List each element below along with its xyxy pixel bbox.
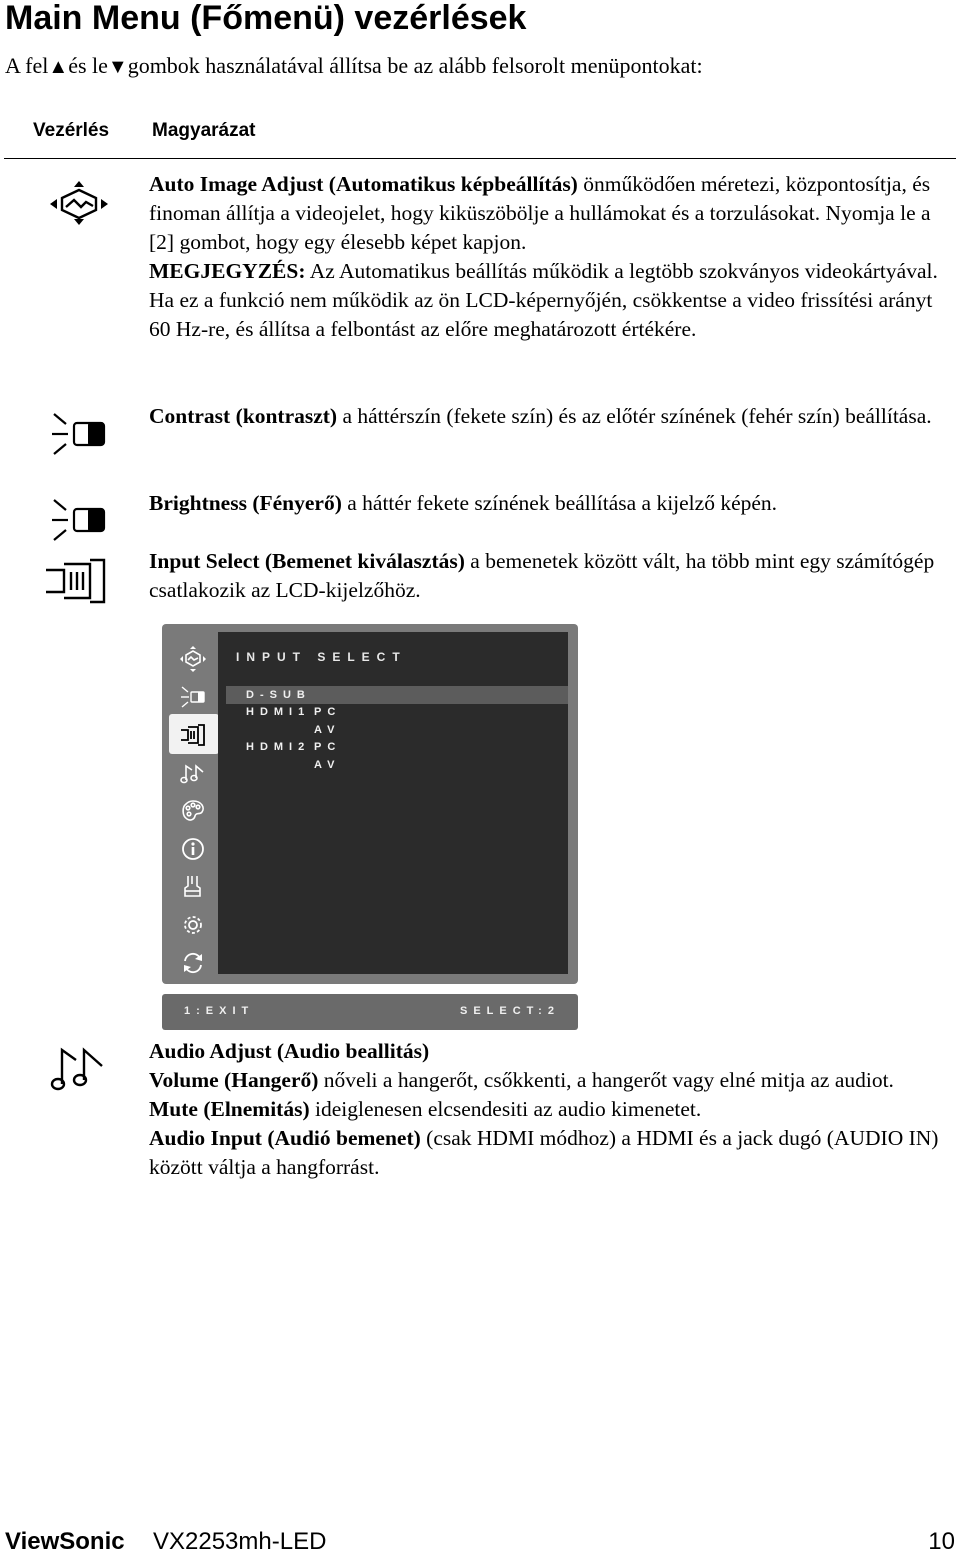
mute-term: Mute (Elnemitás) xyxy=(149,1097,310,1121)
input-select-icon xyxy=(180,722,206,748)
contrast-brightness-icon xyxy=(180,684,206,710)
osd-item-hdmi1-pc: PC xyxy=(314,706,342,718)
intro-text xyxy=(5,52,703,81)
osd-item-dsub: D-SUB xyxy=(246,689,311,701)
intro-part-2: és le xyxy=(68,53,108,78)
osd-heading: INPUT SELECT xyxy=(236,650,407,664)
audio-adjust-term: Audio Adjust (Audio beallitás) xyxy=(149,1039,430,1063)
volume-text: nőveli a hangerőt, csőkkenti, a hangerőt vagy elné mitja az audiot. xyxy=(318,1068,894,1092)
footer-brand: ViewSonic xyxy=(5,1528,125,1555)
osd-content-panel xyxy=(218,632,568,974)
auto-adjust-icon xyxy=(180,646,206,672)
osd-item-hdmi1-av: AV xyxy=(314,724,341,736)
mute-text: ideiglenesen elcsendesiti az audio kimenetet. xyxy=(309,1097,702,1121)
audio-input-text: (csak HDMI módhoz) a HDMI és a jack dugó (AUDIO IN) között váltja a hangforrást. xyxy=(149,1126,939,1179)
column-header-explanation: Magyarázat xyxy=(152,120,256,141)
manual-image-icon xyxy=(180,874,206,900)
volume-term: Volume (Hangerő) xyxy=(149,1068,319,1092)
information-icon xyxy=(180,836,206,862)
auto-image-adjust-description xyxy=(149,170,957,344)
color-icon xyxy=(180,798,206,824)
contrast-icon xyxy=(50,410,110,460)
intro-part-1: A fel xyxy=(5,53,49,78)
osd-item-hdmi2-pc: PC xyxy=(314,741,342,753)
osd-button-bar xyxy=(162,994,578,1030)
down-arrow-icon: ▼ xyxy=(107,56,128,78)
auto-image-adjust-term: Auto Image Adjust (Automatikus képbeállítás) xyxy=(149,172,578,196)
setup-icon xyxy=(180,912,206,938)
input-select-term: Input Select (Bemenet kiválasztás) xyxy=(149,549,465,573)
audio-icon xyxy=(180,760,206,786)
osd-icon-column xyxy=(167,632,215,974)
audio-adjust-icon xyxy=(50,1044,106,1094)
brightness-icon xyxy=(50,496,110,546)
contrast-text: a háttérszín (fekete szín) és az előtér színének (fehér szín) beállítása. xyxy=(337,404,932,428)
brightness-description xyxy=(149,489,957,518)
input-select-icon xyxy=(44,556,110,606)
brightness-text: a háttér fekete színének beállítása a kijelző képén. xyxy=(341,491,778,515)
osd-exit-label: 1:EXIT xyxy=(184,1005,255,1017)
osd-item-hdmi1: HDMI1 xyxy=(246,706,311,718)
page-number: 10 xyxy=(928,1528,955,1555)
header-divider xyxy=(4,158,956,159)
contrast-term: Contrast (kontraszt) xyxy=(149,404,338,428)
note-text: Az Automatikus beállítás működik a legtöbb szokványos videokártyával. Ha ez a funkció nem működik az ön LCD-képernyőjén, csökkentse a video frissítési arányt 60 Hz-re, és állítsa a felbontást az előre meghatározott értékére. xyxy=(149,259,938,341)
footer-model: VX2253mh-LED xyxy=(153,1528,327,1555)
osd-select-label: SELECT:2 xyxy=(460,1005,560,1017)
auto-image-adjust-text: önműködően méretezi, központosítja, és finoman állítja a videojelet, hogy kiküszöbölje a hullámokat és a torzulásokat. Nyomja le a [2] gombot, hogy egy élesebb képet kapjon. xyxy=(149,172,931,254)
note-label: MEGJEGYZÉS: xyxy=(149,259,306,283)
input-select-description xyxy=(149,547,957,605)
osd-menu-screenshot xyxy=(162,624,578,984)
brightness-term: Brightness (Fényerő) xyxy=(149,491,342,515)
intro-part-3: gombok használatával állítsa be az alább felsorolt menüpontokat: xyxy=(127,53,703,78)
column-header-control: Vezérlés xyxy=(33,120,110,141)
input-select-text: a bemenetek között vált, ha több mint egy számítógép csatlakozik az LCD-kijelzőhöz. xyxy=(149,549,935,602)
audio-adjust-description xyxy=(149,1037,957,1182)
page-title: Main Menu (Főmenü) vezérlések xyxy=(5,0,527,37)
osd-item-hdmi2-av: AV xyxy=(314,759,341,771)
audio-input-term: Audio Input (Audió bemenet) xyxy=(149,1126,421,1150)
contrast-description xyxy=(149,402,957,431)
up-arrow-icon: ▲ xyxy=(48,56,69,78)
memory-recall-icon xyxy=(180,950,206,976)
osd-item-hdmi2: HDMI2 xyxy=(246,741,311,753)
auto-image-adjust-icon xyxy=(48,180,110,226)
